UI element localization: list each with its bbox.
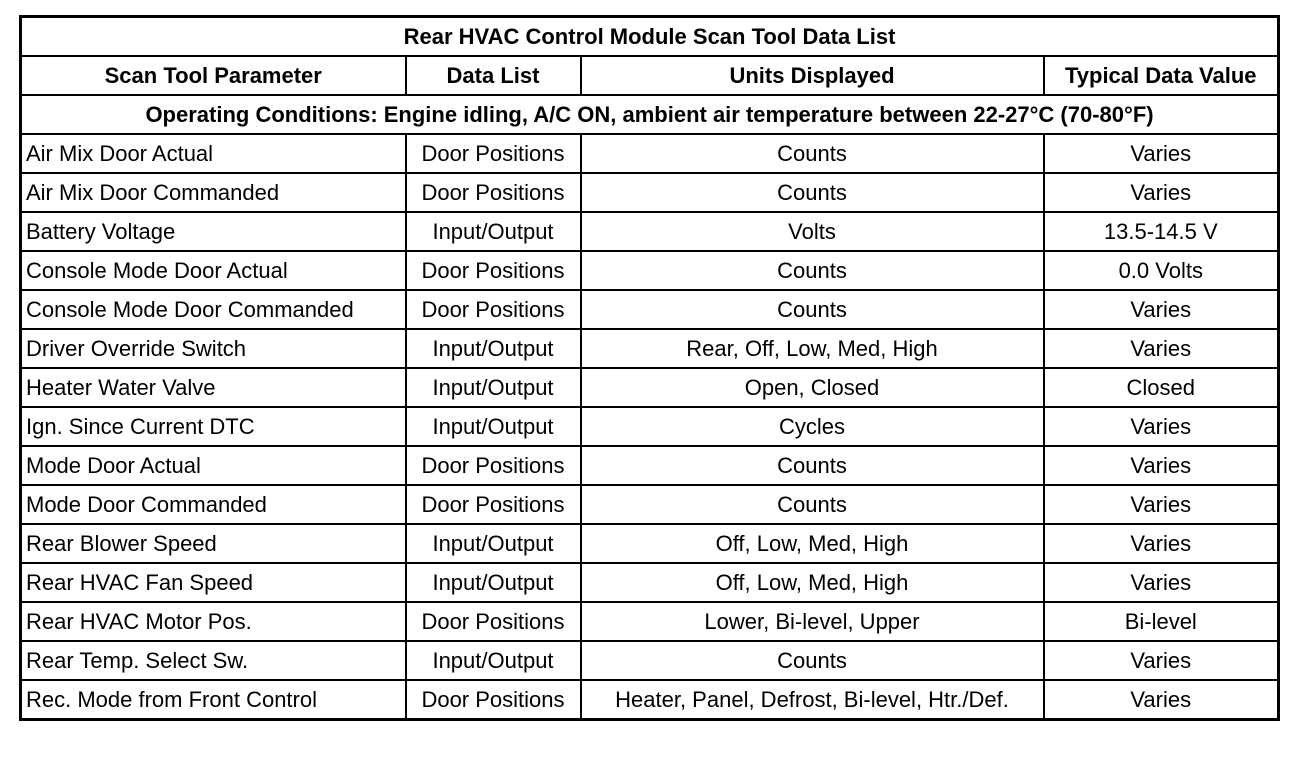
cell-units: Open, Closed <box>581 368 1044 407</box>
header-units-displayed: Units Displayed <box>581 56 1044 95</box>
cell-parameter: Rec. Mode from Front Control <box>21 680 406 720</box>
cell-units: Counts <box>581 251 1044 290</box>
cell-typical-value: Closed <box>1044 368 1279 407</box>
table-title: Rear HVAC Control Module Scan Tool Data List <box>21 17 1279 57</box>
cell-units: Counts <box>581 446 1044 485</box>
cell-typical-value: 0.0 Volts <box>1044 251 1279 290</box>
cell-typical-value: 13.5-14.5 V <box>1044 212 1279 251</box>
cell-data-list: Door Positions <box>406 290 581 329</box>
cell-units: Volts <box>581 212 1044 251</box>
cell-units: Rear, Off, Low, Med, High <box>581 329 1044 368</box>
cell-data-list: Input/Output <box>406 641 581 680</box>
cell-data-list: Door Positions <box>406 680 581 720</box>
cell-units: Off, Low, Med, High <box>581 524 1044 563</box>
cell-typical-value: Varies <box>1044 524 1279 563</box>
cell-data-list: Input/Output <box>406 329 581 368</box>
table-row <box>21 563 1279 602</box>
cell-data-list: Input/Output <box>406 524 581 563</box>
cell-typical-value: Varies <box>1044 329 1279 368</box>
cell-units: Counts <box>581 641 1044 680</box>
cell-parameter: Driver Override Switch <box>21 329 406 368</box>
table-row <box>21 173 1279 212</box>
cell-parameter: Rear HVAC Motor Pos. <box>21 602 406 641</box>
cell-typical-value: Varies <box>1044 290 1279 329</box>
table-row <box>21 251 1279 290</box>
cell-data-list: Input/Output <box>406 368 581 407</box>
cell-typical-value: Varies <box>1044 680 1279 720</box>
cell-parameter: Air Mix Door Actual <box>21 134 406 173</box>
cell-typical-value: Varies <box>1044 641 1279 680</box>
column-header-row <box>21 56 1279 95</box>
table-row <box>21 407 1279 446</box>
cell-data-list: Door Positions <box>406 485 581 524</box>
table-row <box>21 446 1279 485</box>
operating-conditions-row <box>21 95 1279 134</box>
header-data-list: Data List <box>406 56 581 95</box>
cell-data-list: Door Positions <box>406 134 581 173</box>
cell-units: Cycles <box>581 407 1044 446</box>
cell-units: Lower, Bi-level, Upper <box>581 602 1044 641</box>
operating-conditions: Operating Conditions: Engine idling, A/C ON, ambient air temperature between 22-27°C (70-80°F) <box>21 95 1279 134</box>
table-row <box>21 134 1279 173</box>
cell-typical-value: Varies <box>1044 485 1279 524</box>
cell-data-list: Door Positions <box>406 251 581 290</box>
cell-parameter: Rear Blower Speed <box>21 524 406 563</box>
cell-parameter: Mode Door Actual <box>21 446 406 485</box>
cell-typical-value: Varies <box>1044 173 1279 212</box>
cell-units: Heater, Panel, Defrost, Bi-level, Htr./Def. <box>581 680 1044 720</box>
cell-data-list: Input/Output <box>406 407 581 446</box>
cell-parameter: Battery Voltage <box>21 212 406 251</box>
cell-parameter: Mode Door Commanded <box>21 485 406 524</box>
table-body <box>21 134 1279 720</box>
cell-data-list: Door Positions <box>406 446 581 485</box>
cell-data-list: Input/Output <box>406 563 581 602</box>
header-typical-data-value: Typical Data Value <box>1044 56 1279 95</box>
table-row <box>21 329 1279 368</box>
cell-parameter: Ign. Since Current DTC <box>21 407 406 446</box>
cell-typical-value: Varies <box>1044 134 1279 173</box>
table-row <box>21 602 1279 641</box>
cell-units: Counts <box>581 485 1044 524</box>
table-row <box>21 524 1279 563</box>
cell-parameter: Rear HVAC Fan Speed <box>21 563 406 602</box>
table-title-row <box>21 17 1279 57</box>
table-row <box>21 680 1279 720</box>
cell-typical-value: Varies <box>1044 407 1279 446</box>
cell-data-list: Input/Output <box>406 212 581 251</box>
header-scan-tool-parameter: Scan Tool Parameter <box>21 56 406 95</box>
cell-data-list: Door Positions <box>406 173 581 212</box>
table-row <box>21 212 1279 251</box>
cell-typical-value: Varies <box>1044 446 1279 485</box>
cell-units: Off, Low, Med, High <box>581 563 1044 602</box>
cell-units: Counts <box>581 134 1044 173</box>
cell-parameter: Console Mode Door Actual <box>21 251 406 290</box>
cell-parameter: Air Mix Door Commanded <box>21 173 406 212</box>
cell-parameter: Heater Water Valve <box>21 368 406 407</box>
cell-parameter: Rear Temp. Select Sw. <box>21 641 406 680</box>
table-row <box>21 641 1279 680</box>
cell-units: Counts <box>581 173 1044 212</box>
cell-units: Counts <box>581 290 1044 329</box>
table-row <box>21 368 1279 407</box>
table-row <box>21 290 1279 329</box>
cell-data-list: Door Positions <box>406 602 581 641</box>
cell-typical-value: Bi-level <box>1044 602 1279 641</box>
cell-typical-value: Varies <box>1044 563 1279 602</box>
scan-tool-data-table <box>19 15 1280 721</box>
table-row <box>21 485 1279 524</box>
cell-parameter: Console Mode Door Commanded <box>21 290 406 329</box>
